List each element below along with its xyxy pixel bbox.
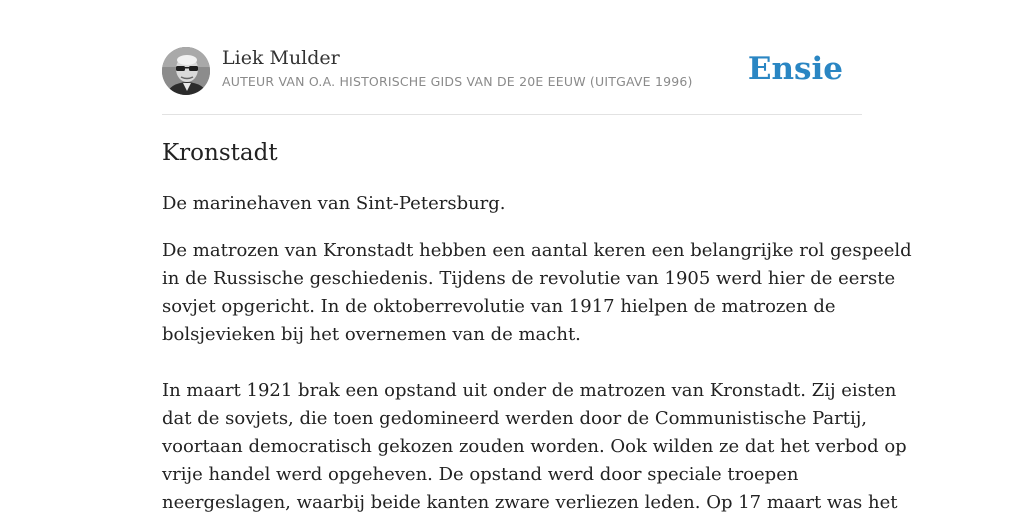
article-header (162, 46, 862, 115)
article-body (162, 190, 912, 512)
author-bio: AUTEUR VAN O.A. HISTORISCHE GIDS VAN DE 20E EEUW (UITGAVE 1996) (222, 74, 693, 89)
paragraph-line: in de Russische geschiedenis. Tijdens de revolutie van 1905 werd hier de eerste (162, 268, 896, 289)
article-title: Kronstadt (162, 140, 278, 166)
ensie-logo[interactable]: Ensie (747, 51, 843, 87)
paragraph-line: bolsjevieken bij het overnemen van de macht. (162, 324, 581, 345)
paragraph-line: sovjet opgericht. In de oktoberrevolutie van 1917 hielpen de matrozen de (162, 296, 836, 317)
author-avatar[interactable] (162, 47, 210, 95)
paragraph-line: neergeslagen, waarbij beide kanten zware verliezen leden. Op 17 maart was het (162, 492, 898, 512)
paragraph-line: In maart 1921 brak een opstand uit onder de matrozen van Kronstadt. Zij eisten (162, 380, 897, 401)
paragraph-line: voortaan democratisch gekozen zouden worden. Ook wilden ze dat het verbod op (162, 436, 907, 457)
paragraph-line: De matrozen van Kronstadt hebben een aantal keren een belangrijke rol gespeeld (162, 240, 912, 261)
author-name[interactable]: Liek Mulder (222, 47, 340, 69)
article-paragraph-1 (162, 237, 912, 512)
author-portrait-image (162, 47, 210, 95)
article-intro: De marinehaven van Sint-Petersburg. (162, 193, 506, 214)
paragraph-line: vrije handel werd opgeheven. De opstand werd door speciale troepen (162, 464, 799, 485)
paragraph-line: dat de sovjets, die toen gedomineerd werden door de Communistische Partij, (162, 408, 867, 429)
paragraph-break (162, 349, 866, 377)
